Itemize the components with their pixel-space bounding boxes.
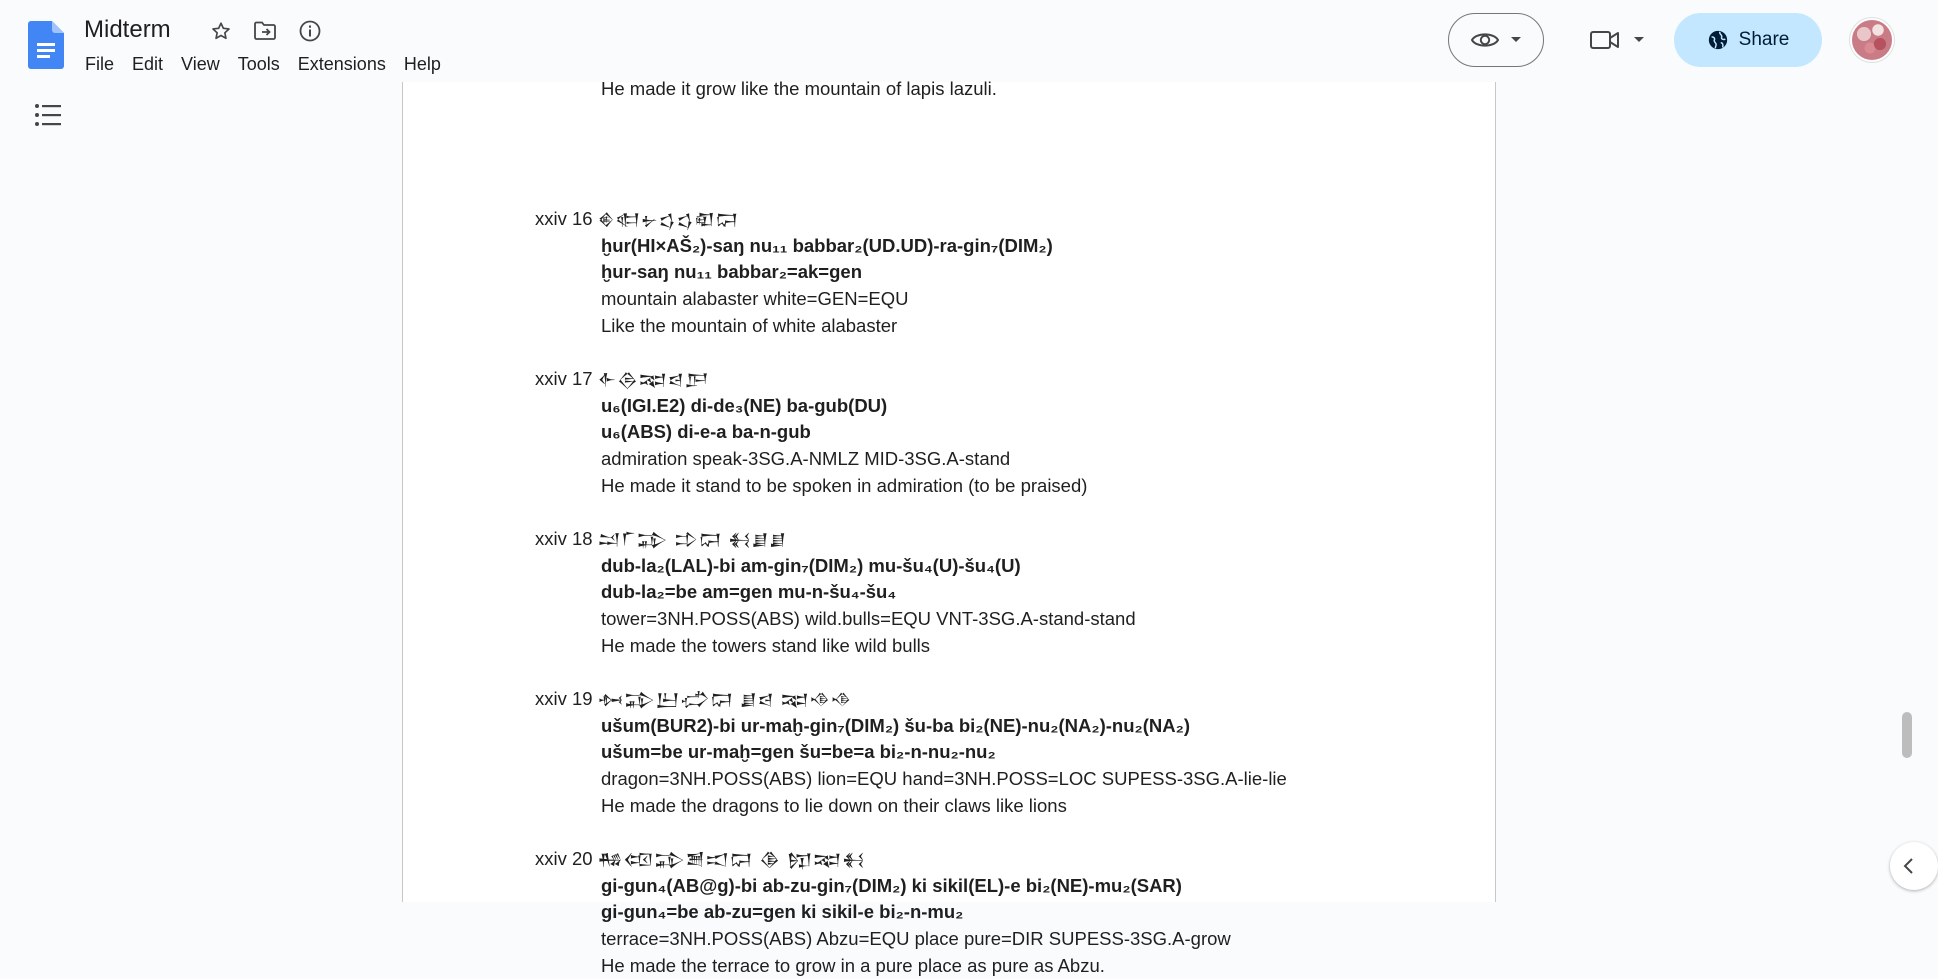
transliteration: ušum(BUR2)-bi ur-maḫ-gin₇(DIM₂) šu-ba bi₂(NE)-nu₂(NA₂)-nu₂(NA₂) — [601, 714, 1191, 736]
eye-icon — [1470, 29, 1500, 51]
globe-icon — [1707, 29, 1729, 51]
menu-view[interactable]: View — [181, 54, 220, 74]
menu-tools[interactable]: Tools — [237, 54, 280, 74]
normalization: gi-gun₄=be ab-zu=gen ki sikil-e bi₂-n-mu₂ — [601, 901, 964, 923]
gloss: dragon=3NH.POSS(ABS) lion=EQU hand=3NH.POSS=LOC SUPESS-3SG.A-lie-lie — [601, 768, 1287, 790]
gloss: admiration speak-3SG.A-NMLZ MID-3SG.A-stand — [601, 448, 1011, 470]
menu-help[interactable]: Help — [403, 54, 441, 74]
previous-translation-line: He made it grow like the mountain of lapis lazuli. — [601, 78, 997, 99]
transliteration: ḫur(HI×AŠ₂)-saŋ nu₁₁ babbar₂(UD.UD)-ra-gin₇(DIM₂) — [601, 234, 1053, 256]
entry-head — [535, 686, 1435, 713]
cuneiform-text: 𒅆𒁲𒉈𒁀𒂅 — [597, 370, 710, 389]
chevron-down-icon — [1510, 36, 1522, 44]
menu-edit[interactable]: Edit — [132, 54, 164, 74]
menu-file[interactable]: File — [85, 54, 115, 74]
top-bar — [0, 0, 1920, 82]
transliteration: u₆(IGI.E2) di-de₃(NE) ba-gub(DU) — [601, 394, 888, 416]
vertical-scrollbar-thumb[interactable] — [1902, 712, 1912, 758]
view-mode-button[interactable] — [1448, 13, 1544, 67]
line-id: xxiv 19 — [535, 688, 593, 709]
line-id: xxiv 16 — [535, 208, 593, 229]
star-icon[interactable] — [208, 18, 234, 44]
document-title[interactable]: Midterm — [84, 16, 171, 43]
document-outline-icon[interactable] — [34, 102, 62, 128]
line-id: xxiv 18 — [535, 528, 593, 549]
translation: He made the terrace to grow in a pure place as pure as Abzu. — [601, 954, 1105, 976]
normalization: u₆(ABS) di-e-a ba-n-gub — [601, 421, 811, 443]
share-label: Share — [1738, 29, 1790, 50]
translation: He made the towers stand like wild bulls — [601, 634, 931, 656]
chevron-left-icon — [1902, 857, 1914, 875]
entry-xxiv-20 — [535, 846, 1435, 979]
menu-extensions[interactable]: Extensions — [297, 54, 386, 74]
chevron-down-icon — [1633, 36, 1645, 44]
entry-xxiv-19 — [535, 686, 1435, 819]
entry-head — [535, 366, 1435, 393]
meet-button[interactable] — [1582, 18, 1652, 62]
video-camera-icon — [1589, 28, 1621, 52]
transliteration: gi-gun₄(AB@g)-bi ab-zu-gin₇(DIM₂) ki sikil(EL)-e bi₂(NE)-mu₂(SAR) — [601, 874, 1182, 896]
normalization: dub-la₂=be am=gen mu-n-šu₄-šu₄ — [601, 581, 897, 603]
move-to-folder-icon[interactable] — [252, 18, 278, 44]
transliteration: dub-la₂(LAL)-bi am-gin₇(DIM₂) mu-šu₄(U)-šu₄(U) — [601, 554, 1021, 576]
side-panel-toggle-button[interactable] — [1890, 842, 1938, 890]
cuneiform-text: 𒁔𒁉𒌨𒈤𒁶 𒋗𒁀 𒉈𒈾𒈾 — [597, 690, 853, 709]
cuneiform-text: 𒁺𒇲𒁉 𒄞𒁶 𒈬𒋗𒋗 — [597, 530, 787, 549]
entry-xxiv-18 — [535, 526, 1435, 659]
document-page[interactable] — [402, 78, 1496, 976]
line-id: xxiv 17 — [535, 368, 593, 389]
cuneiform-text: 𒄯𒊕𒉡𒌓𒌓𒊏𒁶 — [597, 210, 740, 229]
gloss: tower=3NH.POSS(ABS) wild.bulls=EQU VNT-3SG.A-stand-stand — [601, 608, 1136, 630]
entry-head — [535, 206, 1435, 233]
menu-bar — [76, 50, 450, 78]
entry-xxiv-17 — [535, 366, 1435, 499]
translation: He made the dragons to lie down on their claws like lions — [601, 794, 1067, 816]
gloss: terrace=3NH.POSS(ABS) Abzu=EQU place pure=DIR SUPESS-3SG.A-grow — [601, 928, 1231, 950]
entry-head — [535, 526, 1435, 553]
gloss: mountain alabaster white=GEN=EQU — [601, 288, 909, 310]
translation: Like the mountain of white alabaster — [601, 314, 898, 336]
cuneiform-text: 𒄀𒄢𒁉𒍪𒀊𒁶 𒆠 𒂖𒉈𒈬 — [597, 850, 866, 869]
normalization: ḫur-saŋ nu₁₁ babbar₂=ak=gen — [601, 261, 862, 283]
share-button[interactable] — [1674, 13, 1822, 67]
entry-head — [535, 846, 1435, 873]
normalization: ušum=be ur-maḫ=gen šu=be=a bi₂-n-nu₂-nu₂ — [601, 741, 996, 763]
entry-xxiv-16 — [535, 206, 1435, 339]
document-details-icon[interactable] — [297, 18, 323, 44]
docs-logo-icon[interactable] — [28, 21, 64, 69]
account-avatar[interactable] — [1850, 18, 1894, 62]
line-id: xxiv 20 — [535, 848, 593, 869]
translation: He made it stand to be spoken in admiration (to be praised) — [601, 474, 1088, 496]
